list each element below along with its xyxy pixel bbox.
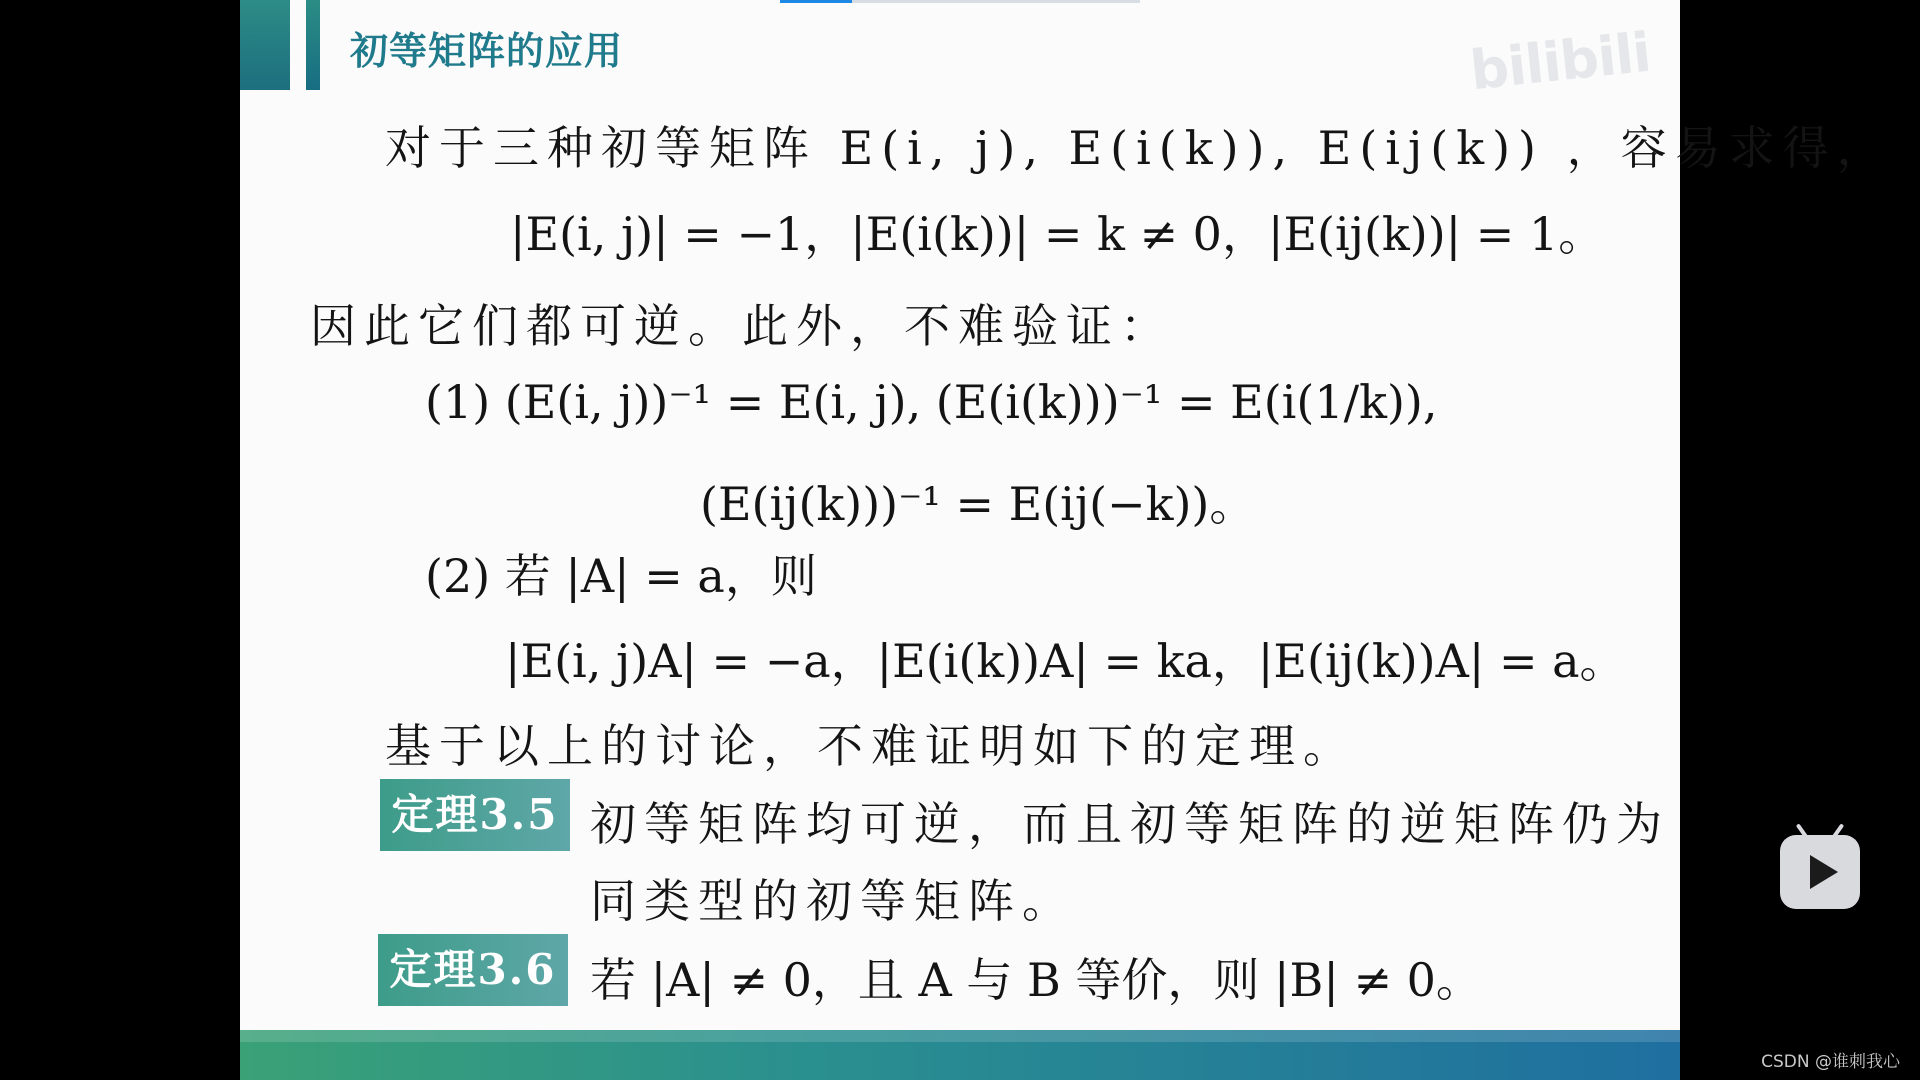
formula-case-2: (2) 若 |A| = a，则	[425, 549, 817, 603]
theorem-3-5-text-line-1: 初等矩阵均可逆，而且初等矩阵的逆矩阵仍为	[590, 797, 1670, 851]
theorem-3-6-text: 若 |A| ≠ 0，且 A 与 B 等价，则 |B| ≠ 0。	[590, 953, 1482, 1007]
csdn-credit: CSDN @谁刺我心	[1761, 1052, 1900, 1072]
text-line-theorem-intro: 基于以上的讨论，不难证明如下的定理。	[385, 719, 1357, 773]
play-triangle-icon	[1810, 855, 1838, 889]
slide-title: 初等矩阵的应用	[350, 29, 624, 73]
formula-inverse-2: (E(ij(k)))⁻¹ = E(ij(−k))。	[700, 477, 1256, 531]
formula-inverse-1: (1) (E(i, j))⁻¹ = E(i, j), (E(i(k)))⁻¹ = E(i(1/k)),	[425, 375, 1438, 429]
slide-progress-fill	[780, 0, 852, 3]
bilibili-play-icon[interactable]	[1780, 835, 1860, 909]
formula-products: |E(i, j)A| = −a，|E(i(k))A| = ka，|E(ij(k))A| = a。	[505, 634, 1626, 688]
slide-footer-band	[240, 1030, 1680, 1080]
theorem-3-5-label: 定理3.5	[380, 779, 570, 851]
bilibili-watermark: bilibili	[1466, 20, 1653, 103]
text-line-1: 对于三种初等矩阵 E(i, j), E(i(k)), E(ij(k)) ，容易求得，	[385, 121, 1891, 175]
theorem-3-6-label: 定理3.6	[378, 934, 568, 1006]
title-accent-block	[240, 0, 290, 90]
theorem-3-5-text-line-2: 同类型的初等矩阵。	[590, 874, 1076, 928]
formula-determinants: |E(i, j)| = −1，|E(i(k))| = k ≠ 0，|E(ij(k))| = 1。	[510, 207, 1605, 261]
title-accent-stripe	[306, 0, 320, 90]
text-line-invertible: 因此它们都可逆。此外，不难验证：	[310, 299, 1174, 353]
slide-progress-bar	[780, 0, 1140, 3]
